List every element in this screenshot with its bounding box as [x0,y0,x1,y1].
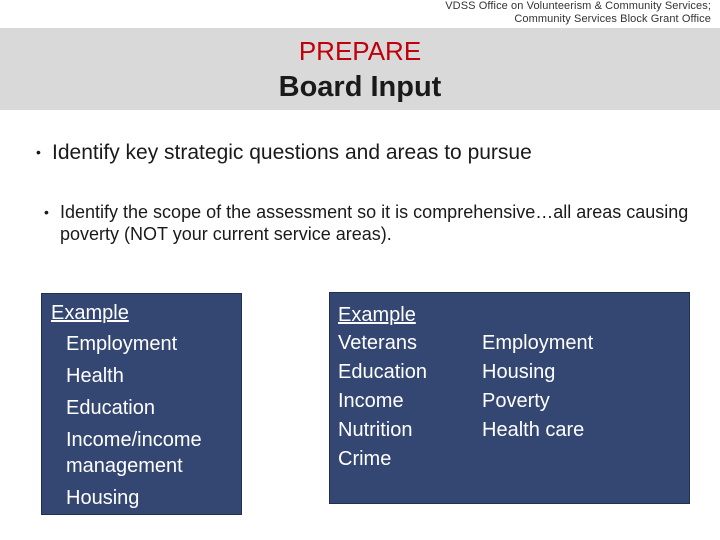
example-item: Income [338,390,404,412]
example-item: Income/income management [66,429,202,477]
example-item: Health [66,365,124,387]
example-item: Housing [66,487,140,509]
bullet-text: Identify the scope of the assessment so it is comprehensive…all areas causing poverty (NOT your current service areas). [60,202,689,244]
bullet-assessment-scope [44,201,704,245]
example-box-2 [329,292,690,504]
example-box-1 [41,293,242,515]
example-item: Education [338,361,427,383]
bullet-text: Identify key strategic questions and areas to pursue [52,141,532,164]
example-item: Health care [482,419,585,441]
slide-title: Board Input [278,71,442,103]
example-item: Employment [482,332,594,354]
example-heading: Example [51,302,129,324]
example-item: Employment [66,333,178,355]
example-item: Poverty [482,390,550,412]
example-column-right [482,329,593,445]
slide-kicker: PREPARE [298,36,422,66]
example-item: Housing [482,361,556,383]
example-heading: Example [338,304,416,326]
example-item: Crime [338,448,392,470]
example-item: Nutrition [338,419,413,441]
org-line-2: Community Services Block Grant Office [514,13,711,25]
bullet-dot: • [44,204,49,220]
bullet-strategic-questions [36,139,696,166]
org-header [0,0,720,28]
example-item: Education [66,397,155,419]
example-item: Veterans [338,332,417,354]
org-line-1: VDSS Office on Volunteerism & Community Services; [445,0,711,12]
example-column-left [338,301,427,474]
bullet-dot: • [36,144,41,160]
